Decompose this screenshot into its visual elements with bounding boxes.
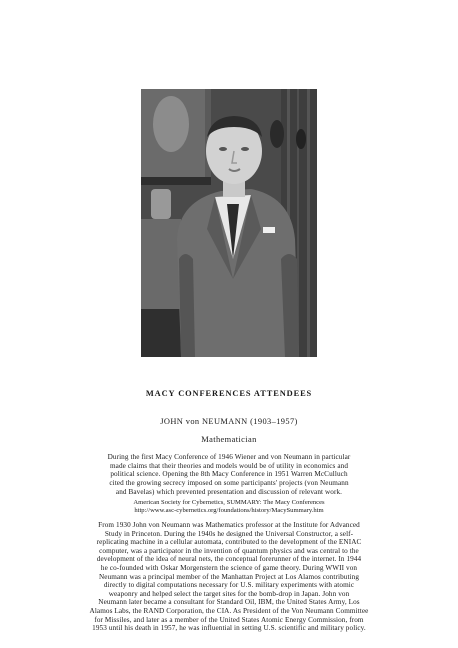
- source-citation: [40, 499, 418, 515]
- paragraph-line: directly to digital computations necessary for U.S. military experiments with atomic: [103, 581, 355, 590]
- paragraph-line: weaponry and helped select the target sites for the bomb-drop in Japan. John von: [108, 589, 350, 598]
- paragraph-line: for Missiles, and later as a member of the United States Atomic Energy Commission, from: [94, 615, 364, 624]
- paragraph-line: cited the growing secrecy imposed on some participants' projects (von Neumann: [109, 479, 349, 488]
- paragraph-line: replicating machine in a cellular automata, contributed to the development of the ENIAC: [96, 538, 362, 547]
- paragraph-line: and Bavelas) which prevented presentation and discussion of relevant work.: [115, 487, 343, 496]
- portrait-illustration: [141, 89, 317, 357]
- paragraph-line: Neumann later became a consultant for Standard Oil, IBM, the United States Army, Los: [98, 598, 360, 607]
- citation-url: http://www.asc-cybernetics.org/foundations/history/MacySummary.htm: [134, 507, 324, 514]
- macy-conference-paragraph: [50, 453, 408, 497]
- paragraph-line: made claims that their theories and models would be of utility in economics and: [109, 461, 349, 470]
- attendee-name: JOHN von NEUMANN (1903–1957): [160, 417, 298, 426]
- paragraph-line: Alamos Labs, the RAND Corporation, the CIA. As President of the Von Neumann Committee: [89, 606, 369, 615]
- attendee-role: Mathematician: [201, 435, 257, 444]
- paragraph-line: he co-founded with Oskar Morgenstern the science of game theory. During WWII von: [100, 563, 358, 572]
- paragraph-line: Neumann was a principal member of the Manhattan Project at Los Alamos contributing: [98, 572, 360, 581]
- paragraph-line: development of the idea of neural nets, the conceptual forerunner of the internet. In 1944: [96, 555, 362, 564]
- biography-paragraph: [36, 521, 422, 633]
- paragraph-line: computer, was a participator in the invention of quantum physics and was central to the: [99, 546, 359, 555]
- page-heading: MACY CONFERENCES ATTENDEES: [145, 389, 313, 398]
- paragraph-line: 1953 until his death in 1957, he was influential in setting U.S. scientific and military policy.: [92, 624, 366, 633]
- paragraph-line: During the first Macy Conference of 1946 Wiener and von Neumann in particular: [107, 453, 351, 461]
- portrait-photo: [141, 89, 317, 357]
- paragraph-line: From 1930 John von Neumann was Mathematics professor at the Institute for Advanced: [98, 521, 360, 529]
- citation-title: American Society for Cybernetics, SUMMARY: The Macy Conferences: [133, 499, 325, 506]
- paragraph-line: political science. Opening the 8th Macy Conference in 1951 Warren McCulluch: [110, 470, 348, 479]
- paragraph-line: Study in Princeton. During the 1940s he designed the Universal Constructor, a self-: [104, 529, 354, 538]
